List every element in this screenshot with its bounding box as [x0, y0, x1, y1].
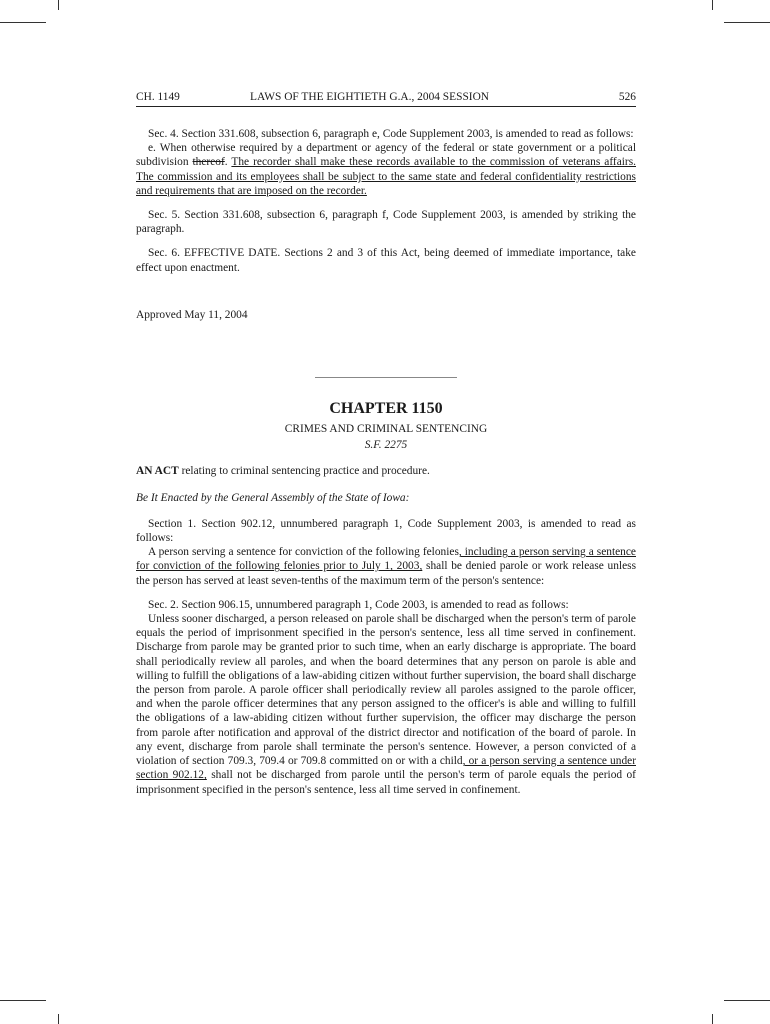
- sec6-paragraph: Sec. 6. EFFECTIVE DATE. Sections 2 and 3 of this Act, being deemed of immediate importance, take effect upon enactment.: [136, 247, 636, 274]
- struck-text: thereof: [192, 156, 225, 169]
- crop-mark: [58, 1014, 59, 1024]
- inserted-text: , including a person serving a sentence for conviction of the following felonies prior to July 1, 2003,: [136, 546, 636, 573]
- inserted-text: , or a person serving a sentence under section 902.12,: [136, 755, 636, 782]
- running-header: [136, 90, 636, 107]
- document-page: [136, 90, 636, 797]
- crop-mark: [712, 1014, 713, 1024]
- crop-mark: [0, 22, 46, 23]
- crop-mark: [712, 0, 713, 10]
- inserted-text: The recorder shall make these records available to the commission of veterans affairs. The commission and its employees shall be subject to the same state and federal confidentiality restrictions and requirements that are imposed on the recorder.: [136, 156, 636, 197]
- enacting-clause: Be It Enacted by the General Assembly of the State of Iowa:: [136, 491, 410, 504]
- sec4-paragraph: e. When otherwise required by a department or agency of the federal or state government or a political subdivision thereof. The recorder shall make these records available to the commission of veterans affairs. The commission and its employees shall be subject to the same state and federal confidentiality restrictions and requirements that are imposed on the recorder.: [136, 142, 636, 197]
- act-title: AN ACT relating to criminal sentencing practice and procedure.: [136, 465, 430, 478]
- sec5-paragraph: Sec. 5. Section 331.608, subsection 6, paragraph f, Code Supplement 2003, is amended by striking the paragraph.: [136, 209, 636, 236]
- section2-paragraph: Unless sooner discharged, a person released on parole shall be discharged when the person's term of parole equals the period of imprisonment specified in the person's sentence, less all time served in confinement. Discharge from parole may be granted prior to such time, when an early discharge is appropriate. The board shall periodically review all paroles, and when the board determines that any person on parole is able and willing to fulfill the obligations of a law-abiding citizen without further supervision, the board shall discharge the person from parole. A parole officer shall periodically review all paroles assigned to the parole officer, and when the parole officer determines that any person assigned to the officer's is able and willing to fulfill the obligations of a law-abiding citizen without further supervision, the officer may discharge the person from parole after notification and approval of the district director and notification of the board of parole. In any event, discharge from parole shall terminate the person's sentence. However, a person convicted of a violation of section 709.3, 709.4 or 709.8 committed on or with a child, or a person serving a sentence under section 902.12, shall not be discharged from parole until the person's term of parole equals the period of imprisonment specified in the person's sentence, less all time served in confinement.: [136, 613, 636, 796]
- crop-mark: [724, 1000, 770, 1001]
- section2-intro: Sec. 2. Section 906.15, unnumbered paragraph 1, Code 2003, is amended to read as follows:: [148, 598, 569, 611]
- approval-date: Approved May 11, 2004: [136, 308, 248, 321]
- sec4-intro: Sec. 4. Section 331.608, subsection 6, paragraph e, Code Supplement 2003, is amended to read as follows:: [148, 128, 634, 140]
- bill-number: S.F. 2275: [364, 439, 408, 452]
- chapter-subject: CRIMES AND CRIMINAL SENTENCING: [284, 423, 488, 436]
- header-chapter: CH. 1149: [136, 91, 180, 103]
- header-title: LAWS OF THE EIGHTIETH G.A., 2004 SESSION: [250, 91, 490, 103]
- crop-mark: [0, 1000, 46, 1001]
- page-number: 526: [618, 91, 636, 103]
- section1-paragraph: A person serving a sentence for conviction of the following felonies, including a person serving a sentence for conviction of the following felonies prior to July 1, 2003, shall be denied parole or work release unless the person has served at least seven-tenths of the maximum term of the person's sentence:: [136, 546, 637, 587]
- crop-mark: [58, 0, 59, 10]
- section1-intro: Section 1. Section 902.12, unnumbered paragraph 1, Code Supplement 2003, is amended to read as follows:: [136, 517, 636, 545]
- chapter-heading: CHAPTER 1150: [329, 400, 443, 418]
- crop-mark: [724, 22, 770, 23]
